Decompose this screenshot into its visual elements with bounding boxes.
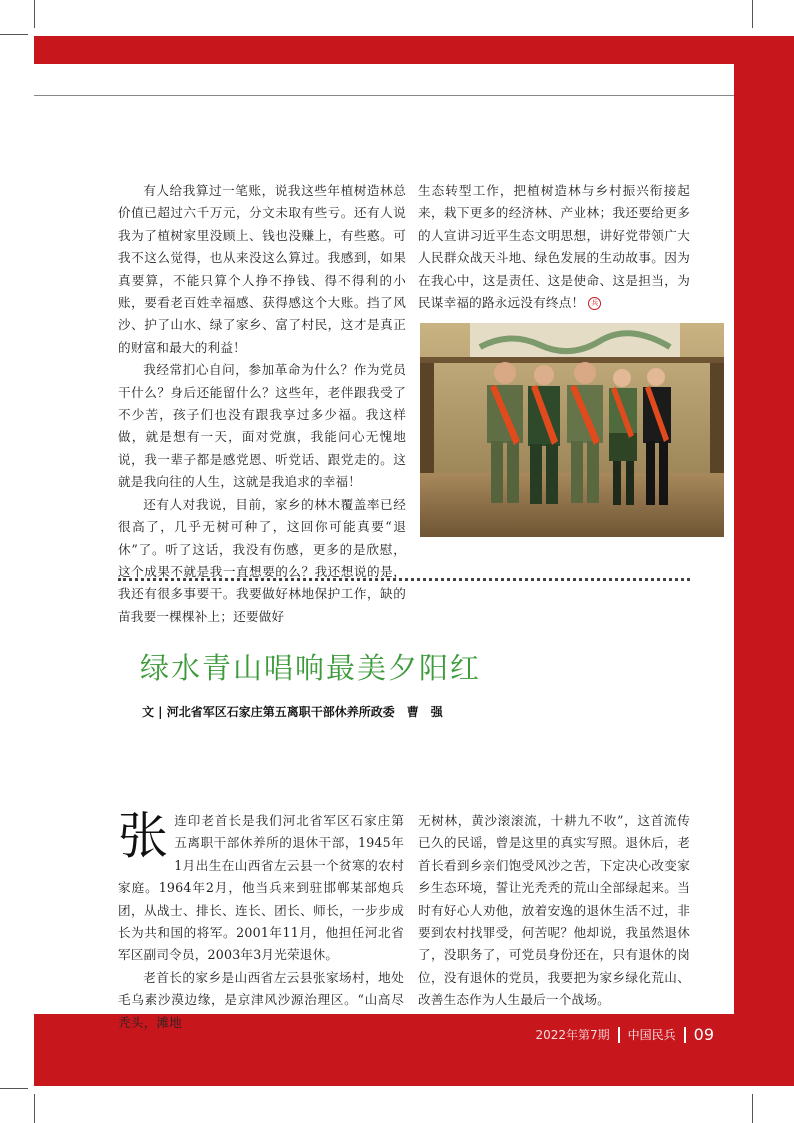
body-paragraph <box>418 180 690 314</box>
page-number: 09 <box>693 1025 714 1044</box>
crop-mark <box>0 34 28 35</box>
group-photo <box>420 323 724 537</box>
upper-left-column <box>118 180 406 628</box>
page-top-red-band <box>34 36 794 64</box>
body-paragraph-text: 生态转型工作，把植树造林与乡村振兴衔接起来，栽下更多的经济林、产业林；我还要给更多的人宣讲习近平生态文明思想，讲好党带领广大人民群众战天斗地、绿色发展的生动故事。因为在我心中，这是责任、这是使命、这是担当，为民谋幸福的路永远没有终点！ <box>418 183 690 311</box>
footer-separator <box>618 1027 620 1043</box>
upper-right-column <box>418 180 690 314</box>
body-paragraph: 老首长的家乡是山西省左云县张家场村，地处毛乌素沙漠边缘，是京津风沙源治理区。“山高尽秃头，滩地 <box>118 969 404 1030</box>
crop-mark <box>0 1088 28 1089</box>
page-footer <box>535 1025 714 1044</box>
section-divider <box>118 578 690 581</box>
article-end-mark-icon: 兵 <box>588 297 601 310</box>
article-right-column <box>418 810 690 1012</box>
body-paragraph: 无树林，黄沙滚滚流，十耕九不收”，这首流传已久的民谣，曾是这里的真实写照。退休后，老首长看到乡亲们饱受风沙之苦，下定决心改变家乡生态环境，誓让光秃秃的荒山全部绿起来。当时有好心人劝他，放着安逸的退休生活不过，非要到农村找罪受，何苦呢？他却说，我虽然退休了，没职务了，可党员身份还在，只有退休的岗位，没有退休的党员，我要把为家乡绿化荒山、改善生态作为人生最后一个战场。 <box>418 813 690 1008</box>
crop-mark <box>34 1094 35 1123</box>
body-paragraph: 有人给我算过一笔账，说我这些年植树造林总价值已超过六千万元，分文未取有些亏。还有人说我为了植树家里没顾上、钱也没赚上，有些憨。可我不这么觉得，也从来没这么算过。我感到，如果真要算，不能只算个人挣不挣钱、得不得利的小账，要看老百姓幸福感、获得感这个大账。挡了风沙、护了山水、绿了家乡、富了村民，这才是真正的财富和最大的利益！ <box>118 183 406 355</box>
article-title: 绿水青山唱响最美夕阳红 <box>140 651 482 685</box>
crop-mark <box>752 1094 753 1123</box>
header-rule <box>34 95 734 96</box>
body-paragraph-text: 连印老首长是我们河北省军区石家庄第五离职干部休养所的退休干部，1945年1月出生在山西省左云县一个贫寒的农村家庭。1964年2月，他当兵来到驻邯郸某部炮兵团，从战士、排长、连长、团长、师长，一步步成长为共和国的将军。2001年11月，他担任河北省军区副司令员，2003年3月光荣退休。 <box>118 813 404 963</box>
crop-mark <box>34 0 35 28</box>
page-right-red-band <box>734 36 794 1022</box>
footer-separator <box>684 1027 686 1043</box>
crop-mark <box>752 0 753 28</box>
group-photo-image <box>420 323 724 537</box>
drop-cap: 张 <box>118 807 169 865</box>
issue-label: 2022年第7期 <box>535 1028 610 1042</box>
body-paragraph: 还有人对我说，目前，家乡的林木覆盖率已经很高了，几乎无树可种了，这回你可能真要“退休”了。听了这话，我没有伤感，更多的是欣慰，这个成果不就是我一直想要的么？我还想说的是，我还有很多事要干。我要做好林地保护工作，缺的苗我要一棵棵补上；还要做好 <box>118 496 406 624</box>
body-paragraph: 我经常扪心自问，参加革命为什么？作为党员干什么？身后还能留什么？这些年，老伴跟我受了不少苦，孩子们也没有跟我享过多少福。我这样做，就是想有一天，面对党旗，我能问心无愧地说，我一辈子都是感党恩、听党话、跟党走的。这就是我向往的人生，这就是我追求的幸福！ <box>118 362 406 490</box>
article-left-column <box>118 807 404 1034</box>
article-byline: 文 | 河北省军区石家庄第五离职干部休养所政委 曹 强 <box>142 705 443 719</box>
magazine-name: 中国民兵 <box>627 1028 676 1042</box>
body-paragraph <box>118 807 404 967</box>
